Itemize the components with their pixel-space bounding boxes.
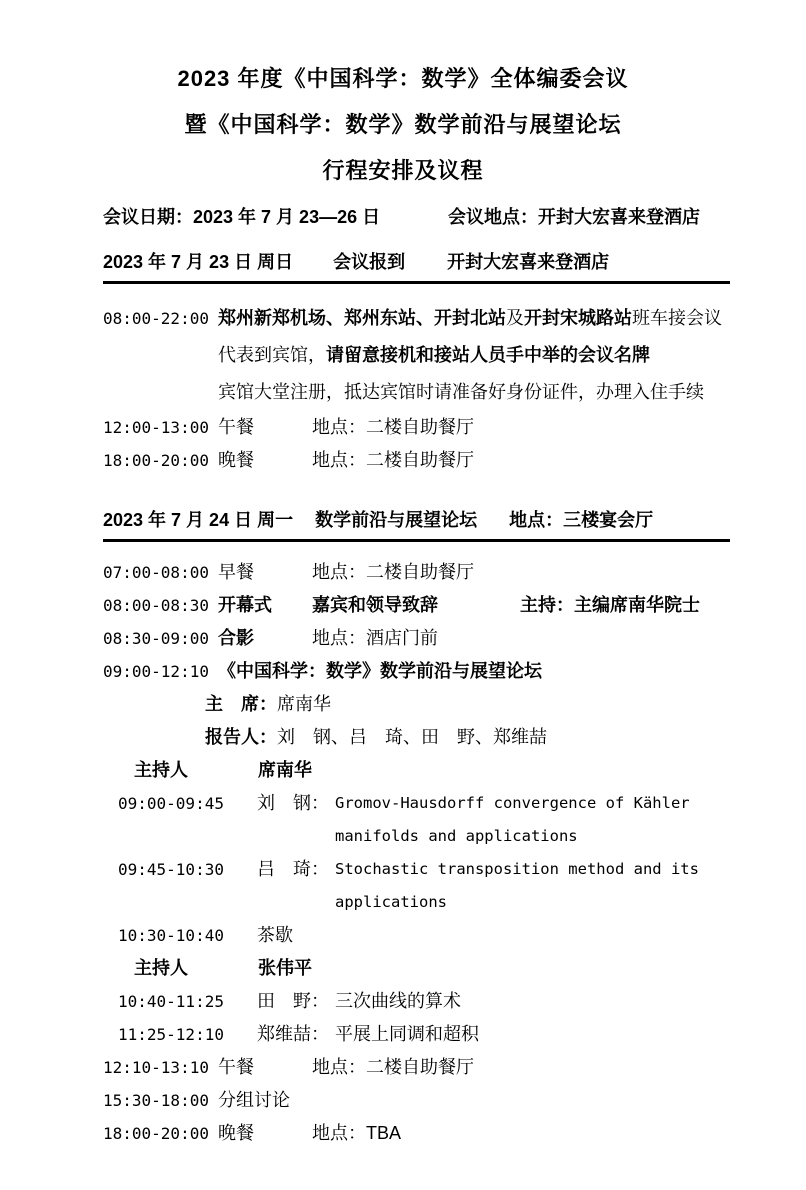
location-cell: 地点：二楼自助餐厅	[312, 562, 474, 582]
speaker-name: 田 野：	[257, 991, 329, 1011]
session1-moderator-row	[103, 754, 730, 787]
section-header-day1	[103, 249, 730, 284]
shuttle-line-1	[218, 300, 730, 337]
section-header-day2	[103, 507, 730, 542]
schedule-row-tea-break	[103, 919, 730, 952]
speakers-label: 报告人：	[205, 727, 277, 747]
time-cell: 09:00-12:10	[103, 662, 209, 681]
schedule-row-photo	[103, 622, 730, 655]
talk-title	[335, 853, 730, 919]
activity-cell: 茶歇	[257, 925, 293, 945]
day1-header-event: 会议报到	[333, 252, 406, 272]
shuttle-line-3: 宾馆大堂注册，抵达宾馆时请准备好身份证件，办理入住手续	[218, 382, 704, 402]
speakers-names: 刘 钢、吕 琦、田 野、郑维喆	[277, 727, 547, 747]
talk-title: 平展上同调和超积	[335, 1024, 479, 1044]
speaker-name: 刘 钢：	[257, 793, 329, 813]
activity-cell: 开幕式	[218, 595, 272, 615]
day2-header-date: 2023 年 7 月 24 日 周一	[103, 510, 294, 530]
day2-schedule	[103, 556, 730, 1150]
chair-name: 席南华	[277, 694, 331, 714]
time-cell: 18:00-20:00	[103, 451, 209, 470]
schedule-row-dinner-day2	[103, 1117, 730, 1150]
talk-title: 三次曲线的算术	[335, 991, 461, 1011]
shuttle-notice-bold: 请留意接机和接站人员手中举的会议名牌	[326, 345, 650, 365]
activity-cell: 晚餐	[218, 450, 254, 470]
session2-moderator-row	[103, 952, 730, 985]
talk-title-line-1: Gromov-Hausdorff convergence of Kähler	[335, 794, 690, 812]
location-cell: 地点：TBA	[312, 1123, 402, 1143]
time-cell: 09:00-09:45	[118, 794, 224, 813]
day1-header-date: 2023 年 7 月 23 日 周日	[103, 252, 294, 272]
location-cell: 地点：二楼自助餐厅	[312, 1057, 474, 1077]
shuttle-connector: 及	[506, 308, 524, 328]
time-cell: 08:30-09:00	[103, 629, 209, 648]
location-cell: 地点：二楼自助餐厅	[312, 450, 474, 470]
schedule-row-opening	[103, 589, 730, 622]
document-body	[103, 201, 730, 1150]
talk-title-line-2: applications	[335, 893, 447, 911]
meeting-info-row	[103, 201, 730, 234]
schedule-row-shuttle	[103, 300, 730, 411]
chair-label: 主 席：	[205, 694, 277, 714]
opening-host: 主持：主编席南华院士	[520, 595, 700, 615]
time-cell: 12:10-13:10	[103, 1058, 209, 1077]
time-cell: 10:30-10:40	[118, 926, 224, 945]
time-cell: 18:00-20:00	[103, 1124, 209, 1143]
time-cell: 08:00-08:30	[103, 596, 209, 615]
opening-detail: 嘉宾和领导致辞	[312, 595, 438, 615]
schedule-row-discussion	[103, 1084, 730, 1117]
talk-row-zheng-weizhe	[103, 1018, 730, 1051]
document-title-line-3: 行程安排及议程	[322, 158, 484, 183]
activity-cell: 晚餐	[218, 1123, 254, 1143]
activity-cell: 合影	[218, 628, 254, 648]
location-cell: 地点：二楼自助餐厅	[312, 417, 474, 437]
schedule-row-lunch-day2	[103, 1051, 730, 1084]
day1-schedule	[103, 300, 730, 477]
speaker-name: 郑维喆：	[257, 1024, 329, 1044]
document-title-line-1: 2023 年度《中国科学：数学》全体编委会议	[177, 66, 629, 91]
time-cell: 09:45-10:30	[118, 860, 224, 879]
moderator-label: 主持人	[134, 760, 188, 780]
document-title-line-2: 暨《中国科学：数学》数学前沿与展望论坛	[184, 112, 622, 137]
meeting-venue: 会议地点：开封大宏喜来登酒店	[448, 207, 700, 227]
time-cell: 15:30-18:00	[103, 1091, 209, 1110]
time-cell: 08:00-22:00	[103, 309, 209, 328]
forum-title: 《中国科学：数学》数学前沿与展望论坛	[218, 661, 542, 681]
forum-speakers-row	[103, 721, 730, 754]
location-cell: 地点：酒店门前	[312, 628, 438, 648]
speaker-name: 吕 琦：	[257, 859, 329, 879]
day1-header-venue: 开封大宏喜来登酒店	[447, 252, 610, 272]
time-cell: 07:00-08:00	[103, 563, 209, 582]
talk-row-liu-gang	[103, 787, 730, 853]
time-cell: 12:00-13:00	[103, 418, 209, 437]
shuttle-line-1-tail: 班车接会议	[632, 308, 722, 328]
activity-cell: 午餐	[218, 1057, 254, 1077]
day2-header-event: 数学前沿与展望论坛	[315, 510, 478, 530]
shuttle-line-2-head: 代表到宾馆，	[218, 345, 326, 365]
day2-header-venue: 地点：三楼宴会厅	[509, 510, 654, 530]
activity-cell: 分组讨论	[218, 1090, 290, 1110]
time-cell: 11:25-12:10	[118, 1025, 224, 1044]
shuttle-station-bold-2: 开封宋城路站	[524, 308, 632, 328]
talk-row-tian-ye	[103, 985, 730, 1018]
time-cell: 10:40-11:25	[118, 992, 224, 1011]
moderator-label: 主持人	[134, 958, 188, 978]
moderator-name: 张伟平	[258, 958, 312, 978]
talk-title-line-1: Stochastic transposition method and its	[335, 860, 699, 878]
schedule-row-lunch-day1	[103, 411, 730, 444]
meeting-date: 会议日期：2023 年 7 月 23—26 日	[103, 207, 381, 227]
talk-title	[335, 787, 730, 853]
shuttle-stations-bold: 郑州新郑机场、郑州东站、开封北站	[218, 308, 506, 328]
schedule-row-breakfast	[103, 556, 730, 589]
shuttle-details	[218, 300, 730, 411]
activity-cell: 午餐	[218, 417, 254, 437]
moderator-name: 席南华	[258, 760, 312, 780]
schedule-row-dinner-day1	[103, 444, 730, 477]
shuttle-line-2	[218, 337, 730, 374]
talk-title-line-2: manifolds and applications	[335, 827, 578, 845]
forum-chair-row	[103, 688, 730, 721]
talk-row-lu-qi	[103, 853, 730, 919]
schedule-row-forum	[103, 655, 730, 688]
activity-cell: 早餐	[218, 562, 254, 582]
